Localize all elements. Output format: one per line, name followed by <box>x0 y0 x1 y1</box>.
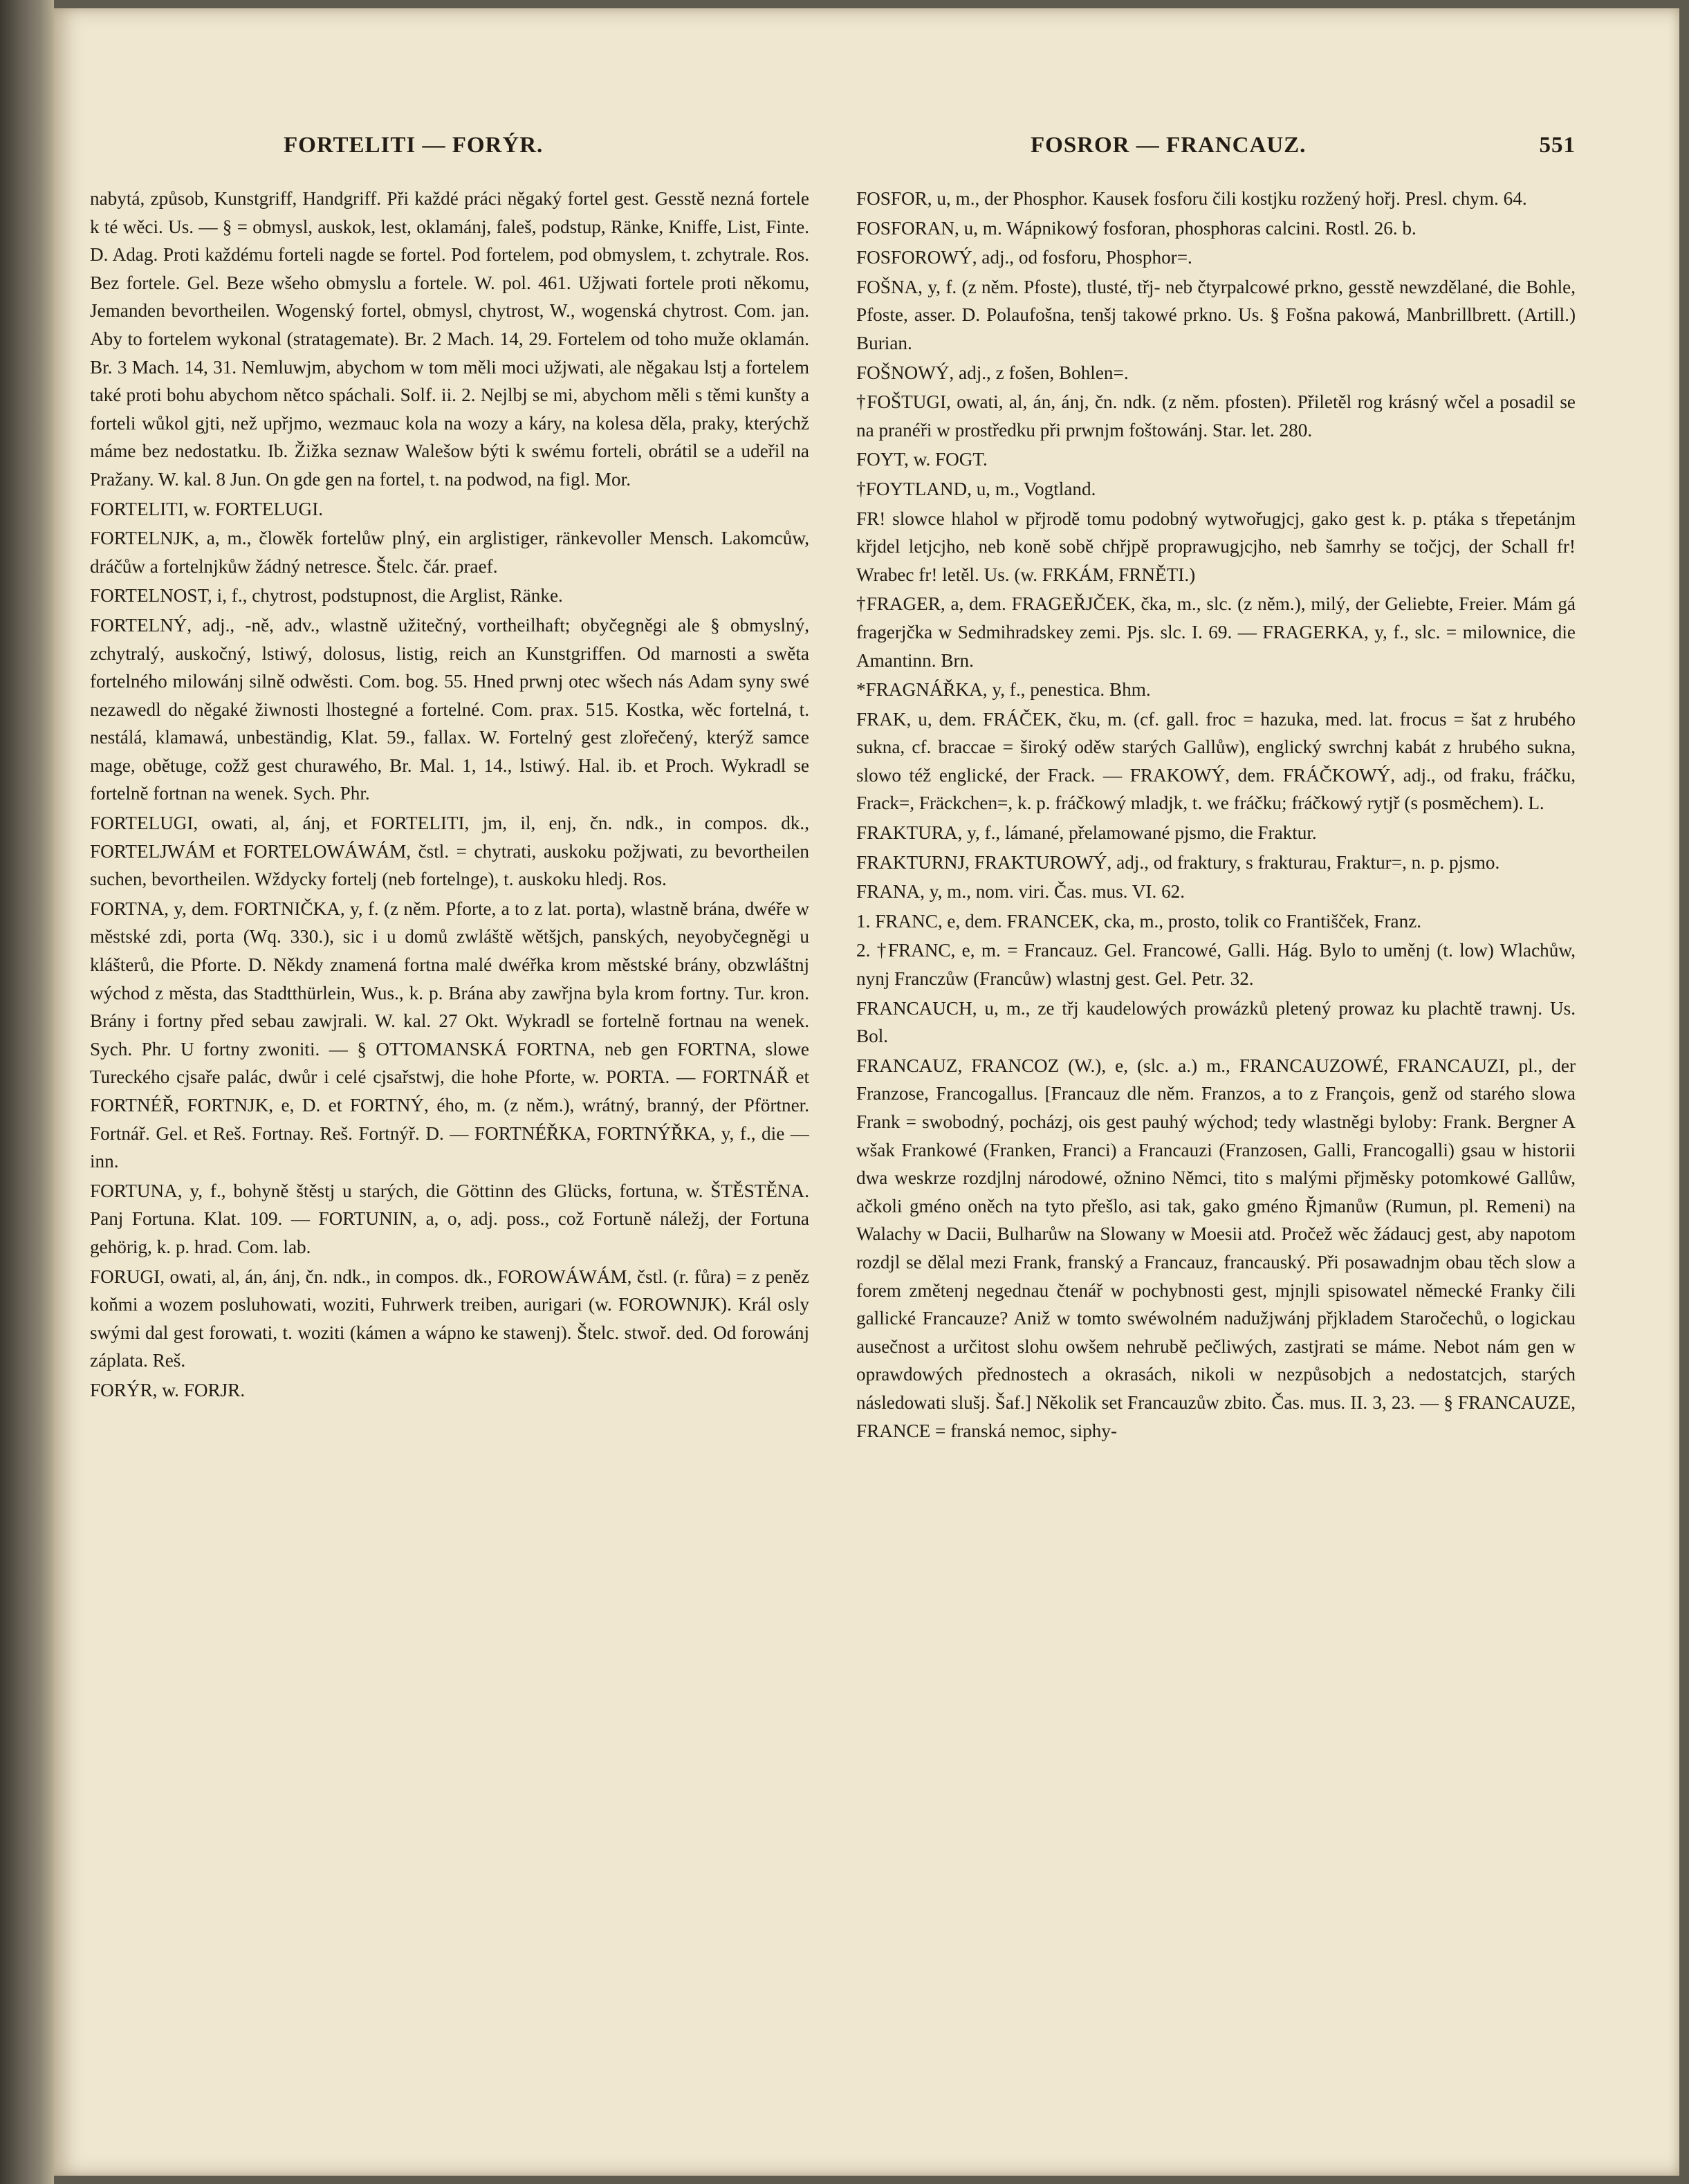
entry: FORTELITI, w. FORTELUGI. <box>90 498 324 519</box>
entry: 2. †FRANC, e, m. = Francauz. Gel. Francowé, Galli. Hág. Bylo to uměnj (t. low) Wlachůw, nynj Franczůw (Francůw) wlastnj gest. Gel. Petr. 32. <box>856 940 1576 990</box>
entry: FORÝR, w. FORJR. <box>90 1379 246 1400</box>
entry: FRANA, y, m., nom. viri. Čas. mus. VI. 62. <box>856 881 1185 903</box>
entry: FOŠNOWÝ, adj., z fošen, Bohlen=. <box>856 362 1129 383</box>
book-spine <box>0 0 54 2184</box>
entry: FORTELUGI, owati, al, ánj, et FORTELITI, jm, il, enj, čn. ndk., in compos. dk., FORTELJWÁM et FORTELOWÁWÁM, čstl. = chytrati, auskoku požjwati, zu bevortheilen suchen, bevortheilen. Wždycky fortelj (neb fortelnge), t. auskoku hledj. Ros. <box>90 813 809 890</box>
entry: FORTNA, y, dem. FORTNIČKA, y, f. (z něm. Pforte, a to z lat. porta), wlastně brána, dwéře w městské zdi, porta (Wq. 330.), sic i u domů zwláště wětšjch, panských, neyobyčegněgi u klášterů, die Pforte. D. Někdy znamená fortna malé dwéřka krom městské brány, obzwláštnj wýchod z města, das Stadtthürlein, Wus., k. p. Brána aby zawřjna byla krom fortny. Tur. kron. Brány i fortny před sebau zawjrali. W. kal. 27 Okt. Wykradl se fortelně fortnau na wenek. Sych. Phr. U fortny zwoniti. — § OTTOMANSKÁ FORTNA, neb gen FORTNA, slowe Tureckého cjsaře palác, dwůr i celé cjsařstwj, die hohe Pforte, w. PORTA. — FORTNÁŘ et FORTNÉŘ, FORTNJK, e, D. et FORTNÝ, ého, m. (z něm.), wrátný, branný, der Pförtner. Fortnář. Gel. et Reš. Fortnay. Reš. Fortnýř. D. — FORTNÉŘKA, FORTNÝŘKA, y, f., die —inn. <box>90 898 809 1172</box>
entry: FORTELNÝ, adj., -ně, adv., wlastně užitečný, vortheilhaft; obyčegněgi ale § obmyslný, zchytralý, auskočný, lstiwý, dolosus, listig, reich an Kunstgriffen. Od marnosti a swěta fortelného milowánj silně odwěsti. Com. bog. 55. Hned prwnj otec wšech nás Adam syny swé nezawedl do něgaké žiwnosti lhostegné a fortelné. Com. prax. 515. Kostka, wěc fortelná, t. nestálá, klamawá, unbeständig, Klat. 59., fallax. W. Fortelný gest zlořečený, kterýž samce mage, obětuge, cožž gest churawého, Br. Mal. 1, 14., lstiwý. Hal. ib. et Proch. Wykradl se fortelně fortnan na wenek. Sych. Phr. <box>90 614 809 804</box>
entry: †FOŠTUGI, owati, al, án, ánj, čn. ndk. (z něm. pfosten). Přiletěl rog krásný wčel a posadil se na pranéři w prostředku při prwnjm foštowánj. Star. let. 280. <box>856 391 1576 441</box>
entry: FOSFOR, u, m., der Phosphor. Kausek fosforu čili kostjku rozžený hořj. Presl. chym. 64. <box>856 188 1527 209</box>
entry: †FOYTLAND, u, m., Vogtland. <box>856 478 1096 499</box>
entry: FOŠNA, y, f. (z něm. Pfoste), tlusté, třj- neb čtyrpalcowé prkno, gesstě newzdělané, die Bohle, Pfoste, asser. D. Polaufošna, tenšj takowé prkno. Us. § Fošna pakowá, Manbrillbrett. (Artill.) Burian. <box>856 276 1576 353</box>
text-columns <box>90 185 1576 2135</box>
entry: FORTELNOST, i, f., chytrost, podstupnost, die Arglist, Ränke. <box>90 585 563 607</box>
left-column <box>90 185 809 2135</box>
entry: FOSFORAN, u, m. Wápnikowý fosforan, phosphoras calcini. Rostl. 26. b. <box>856 217 1416 239</box>
entry: FRAK, u, dem. FRÁČEK, čku, m. (cf. gall. froc = hazuka, med. lat. frocus = šat z hrubého sukna, cf. braccae = široký oděw starých Gallůw), englický swrchnj kabát z hrubého sukna, slowo též englické, der Frack. — FRAKOWÝ, dem. FRÁČKOWÝ, adj., od fraku, fráčku, Frack=, Fräckchen=, k. p. fráčkowý mladjk, t. we fráčku; fráčkowý rytjř (s posměchem). L. <box>856 708 1576 814</box>
entry: nabytá, způsob, Kunstgriff, Handgriff. Při každé práci něgaký fortel gest. Gesstě nezná fortele k té wěci. Us. — § = obmysl, auskok, lest, oklamánj, faleš, podstup, Ränke, Kniffe, List, Finte. D. Adag. Proti každému forteli nagde se fortel. Pod fortelem, pod obmyslem, t. zchytrale. Ros. Bez fortele. Gel. Beze wšeho obmyslu a fortele. W. pol. 461. Užjwati fortele proti někomu, Jemanden bevortheilen. Wogenský fortel, obmysl, chytrost, W., wogenská chytrost. Com. jan. Aby to fortelem wykonal (stratagemate). Br. 2 Mach. 14, 29. Fortelem od toho muže oklamán. Br. 3 Mach. 14, 31. Nemluwjm, abychom w tom měli moci užjwati, ale něgakau lstj a fortelem také proti bohu abychom nětco spáchali. Solf. ii. 2. Nejlbj se mi, abychom měli s těmi kunšty a forteli wůkol gjti, než upřjmo, wezmauc kola na wozy a káry, na kolesa děla, praky, kterýchž máme bez nedostatku. Ib. Žižka seznaw Walešow býti k swému forteli, obrátil se a udeřil na Pražany. W. kal. 8 Jun. On gde gen na fortel, t. na podwod, na figl. Mor. <box>90 188 809 490</box>
entry: FRANCAUCH, u, m., ze třj kaudelowých prowázků pletený prowaz ku plachtě trawnj. Us. Bol. <box>856 997 1576 1047</box>
dictionary-page <box>54 8 1679 2176</box>
header-left: FORTELITI — FORÝR. <box>284 133 544 158</box>
entry: FORTELNJK, a, m., člowěk fortelůw plný, ein arglistiger, ränkevoller Mensch. Lakomcůw, dráčůw a fortelnjkůw žádný netresce. Štelc. čár. praef. <box>90 528 809 577</box>
entry: FOSFOROWÝ, adj., od fosforu, Phosphor=. <box>856 247 1192 268</box>
page-number: 551 <box>1539 133 1576 158</box>
page-content <box>90 133 1576 2138</box>
entry: FRANCAUZ, FRANCOZ (W.), e, (slc. a.) m., FRANCAUZOWÉ, FRANCAUZI, pl., der Franzose, Francogallus. [Francauz dle něm. Franzos, a to z François, genž od starého slowa Frank = swobodný, pocházj, ois gest pauhý wýchod; tedy wlastněgi byloby: Frank. Bergner A wšak Frankowé (Franken, Franci) a Francauzi (Franzosen, Galli, Francogalli) gsau w historii dwa weskrze rozdjlnj národowé, ožnino Němci, tito s malými přjměsky potomkowé Gallůw, ačkoli gméno oněch na tyto přešlo, asi tak, gako gméno Řjmanůw (Rumun, pl. Remeni) na Walachy w Dacii, Bulharůw na Slowany w Moesii atd. Pročež wěc žádaucj gest, aby napotom rozdjl se dělal mezi Frank, franský a Francauz, francauský. Při posawadnjm obau těch slow a forem změtenj negednau čtenář w pochybnosti gest, mjnjli spisowatel německé Franky čili gallické Francauze? Aniž w tomto swéwolném nadužjwánj přjkladem Staročechů, o logickau ausečnost a určitost slohu owšem nehrubě pečliwých, zastjrati se máme. Nebot nám gen w oprawdowých přednostech a okrasách, nikoli w nezpůsobjch a nedostatcjch, starých následowati slušj. Šaf.] Několik set Francauzůw zbito. Čas. mus. II. 3, 23. — § FRANCAUZE, FRANCE = franská nemoc, siphy- <box>856 1055 1576 1441</box>
entry: *FRAGNÁŘKA, y, f., penestica. Bhm. <box>856 679 1151 701</box>
header-right: FOSROR — FRANCAUZ. <box>1031 133 1307 158</box>
entry: FRAKTURA, y, f., lámané, přelamowané pjsmo, die Fraktur. <box>856 822 1317 844</box>
entry: †FRAGER, a, dem. FRAGEŘJČEK, čka, m., slc. (z něm.), milý, der Geliebte, Freier. Mám gá fragerjčka w Sedmihradskey zemi. Pjs. slc. I. 69. — FRAGERKA, y, f., slc. = milownice, die Amantinn. Brn. <box>856 593 1576 671</box>
right-column <box>856 185 1576 2135</box>
entry: FRAKTURNJ, FRAKTUROWÝ, adj., od fraktury, s frakturau, Fraktur=, n. p. pjsmo. <box>856 851 1500 873</box>
entry: FOYT, w. FOGT. <box>856 449 988 470</box>
running-header <box>90 133 1576 174</box>
entry: FR! slowce hlahol w přjrodě tomu podobný wytwořugjcj, gako gest k. p. ptáka s třepetánjm křjdel letjcjho, neb koně sobě chřjpě proprawugjcjho, neb šamrhy se točjcj, der Schall fr! Wrabec fr! letěl. Us. (w. FRKÁM, FRNĚTI.) <box>856 508 1576 585</box>
entry: 1. FRANC, e, dem. FRANCEK, cka, m., prosto, tolik co Františček, Franz. <box>856 910 1422 932</box>
entry: FORUGI, owati, al, án, ánj, čn. ndk., in compos. dk., FOROWÁWÁM, čstl. (r. fůra) = z peněz koňmi a wozem posluhowati, woziti, Fuhrwerk treiben, aurigari (w. FOROWNJK). Král osly swými dal gest forowati, t. woziti (kámen a wápno ke stawenj). Štelc. stwoř. ded. Od forowánj záplata. Reš. <box>90 1266 809 1371</box>
entry: FORTUNA, y, f., bohyně štěstj u starých, die Göttinn des Glücks, fortuna, w. ŠTĚSTĚNA. Panj Fortuna. Klat. 109. — FORTUNIN, a, o, adj. poss., což Fortuně náležj, der Fortuna gehörig, k. p. hrad. Com. lab. <box>90 1180 809 1257</box>
